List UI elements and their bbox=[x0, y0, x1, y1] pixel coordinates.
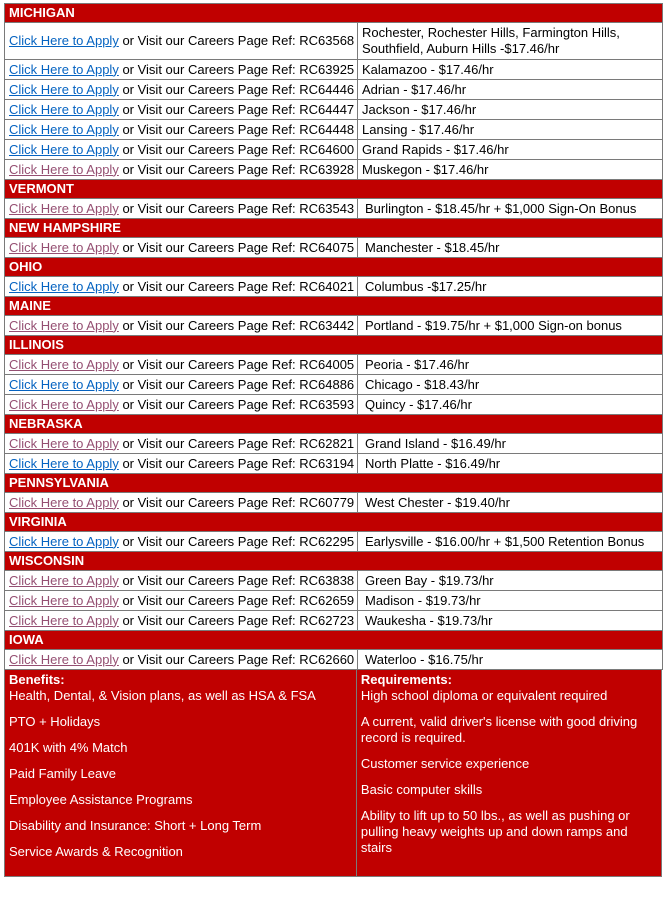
benefit-item: Disability and Insurance: Short + Long Term bbox=[9, 818, 262, 833]
apply-link[interactable]: Click Here to Apply bbox=[9, 161, 119, 177]
location-pay: Grand Island - $16.49/hr bbox=[358, 434, 663, 454]
apply-cell bbox=[5, 493, 358, 513]
apply-link[interactable]: Click Here to Apply bbox=[9, 356, 119, 372]
careers-ref-text: or Visit our Careers Page Ref: RC64600 bbox=[118, 141, 355, 157]
state-header-row bbox=[5, 552, 663, 571]
state-header-row bbox=[5, 297, 663, 316]
state-name: MAINE bbox=[5, 297, 663, 316]
apply-cell bbox=[5, 160, 358, 180]
location-pay: Portland - $19.75/hr + $1,000 Sign-on bonus bbox=[358, 316, 663, 336]
apply-link[interactable]: Click Here to Apply bbox=[9, 278, 119, 294]
apply-link[interactable]: Click Here to Apply bbox=[9, 141, 119, 157]
apply-link[interactable]: Click Here to Apply bbox=[9, 396, 119, 412]
requirement-item: Customer service experience bbox=[360, 756, 530, 771]
job-row bbox=[5, 395, 663, 415]
apply-cell bbox=[5, 395, 358, 415]
location-pay: Adrian - $17.46/hr bbox=[358, 80, 663, 100]
location-pay: Muskegon - $17.46/hr bbox=[358, 160, 663, 180]
requirement-item: High school diploma or equivalent required bbox=[360, 688, 608, 703]
apply-cell bbox=[5, 355, 358, 375]
apply-cell bbox=[5, 454, 358, 474]
state-name: IOWA bbox=[5, 631, 663, 650]
apply-cell bbox=[5, 375, 358, 395]
location-pay: Waterloo - $16.75/hr bbox=[358, 650, 663, 670]
location-pay: Lansing - $17.46/hr bbox=[358, 120, 663, 140]
apply-link[interactable]: Click Here to Apply bbox=[9, 612, 119, 628]
apply-link[interactable]: Click Here to Apply bbox=[9, 200, 119, 216]
careers-ref-text: or Visit our Careers Page Ref: RC64021 bbox=[118, 278, 355, 294]
location-pay: Rochester, Rochester Hills, Farmington Hills, Southfield, Auburn Hills -$17.46/hr bbox=[358, 23, 663, 60]
apply-link[interactable]: Click Here to Apply bbox=[9, 81, 119, 97]
job-row bbox=[5, 238, 663, 258]
apply-cell bbox=[5, 199, 358, 219]
state-name: MICHIGAN bbox=[5, 4, 663, 23]
apply-cell bbox=[5, 60, 358, 80]
job-row bbox=[5, 80, 663, 100]
job-row bbox=[5, 277, 663, 297]
apply-link[interactable]: Click Here to Apply bbox=[9, 435, 119, 451]
requirement-item: Basic computer skills bbox=[360, 782, 483, 797]
careers-ref-text: or Visit our Careers Page Ref: RC60779 bbox=[118, 494, 355, 510]
apply-cell bbox=[5, 277, 358, 297]
location-pay: Jackson - $17.46/hr bbox=[358, 100, 663, 120]
location-pay: Green Bay - $19.73/hr bbox=[358, 571, 663, 591]
benefits-heading: Benefits: bbox=[9, 672, 65, 687]
state-header-row bbox=[5, 474, 663, 493]
apply-cell bbox=[5, 571, 358, 591]
apply-link[interactable]: Click Here to Apply bbox=[9, 494, 119, 510]
state-name: VERMONT bbox=[5, 180, 663, 199]
job-row bbox=[5, 100, 663, 120]
apply-cell bbox=[5, 434, 358, 454]
apply-link[interactable]: Click Here to Apply bbox=[9, 533, 119, 549]
apply-cell bbox=[5, 238, 358, 258]
careers-ref-text: or Visit our Careers Page Ref: RC63925 bbox=[118, 61, 355, 77]
location-pay: Earlysville - $16.00/hr + $1,500 Retention Bonus bbox=[358, 532, 663, 552]
state-name: VIRGINIA bbox=[5, 513, 663, 532]
job-row bbox=[5, 571, 663, 591]
state-header-row bbox=[5, 180, 663, 199]
benefits-section bbox=[5, 670, 357, 876]
requirements-heading: Requirements: bbox=[360, 672, 452, 687]
apply-cell bbox=[5, 611, 358, 631]
apply-link[interactable]: Click Here to Apply bbox=[9, 376, 119, 392]
job-row bbox=[5, 375, 663, 395]
benefit-item: 401K with 4% Match bbox=[9, 740, 128, 755]
requirements-section bbox=[357, 670, 661, 876]
careers-ref-text: or Visit our Careers Page Ref: RC63593 bbox=[118, 396, 355, 412]
state-header-row bbox=[5, 4, 663, 23]
requirement-item: A current, valid driver's license with good driving record is required. bbox=[360, 714, 638, 745]
location-pay: Madison - $19.73/hr bbox=[358, 591, 663, 611]
job-row bbox=[5, 199, 663, 219]
apply-link[interactable]: Click Here to Apply bbox=[9, 61, 119, 77]
location-pay: Peoria - $17.46/hr bbox=[358, 355, 663, 375]
careers-ref-text: or Visit our Careers Page Ref: RC64447 bbox=[118, 101, 355, 117]
location-pay: Kalamazoo - $17.46/hr bbox=[358, 60, 663, 80]
benefits-list bbox=[9, 688, 352, 860]
location-pay: North Platte - $16.49/hr bbox=[358, 454, 663, 474]
state-name: NEW HAMPSHIRE bbox=[5, 219, 663, 238]
state-name: NEBRASKA bbox=[5, 415, 663, 434]
apply-link[interactable]: Click Here to Apply bbox=[9, 317, 119, 333]
job-row bbox=[5, 120, 663, 140]
benefit-item: PTO + Holidays bbox=[9, 714, 101, 729]
apply-cell bbox=[5, 591, 358, 611]
job-row bbox=[5, 650, 663, 670]
careers-ref-text: or Visit our Careers Page Ref: RC62295 bbox=[118, 533, 355, 549]
careers-ref-text: or Visit our Careers Page Ref: RC63838 bbox=[118, 572, 355, 588]
requirement-item: Ability to lift up to 50 lbs., as well as pushing or pulling heavy weights up and down ramps and stairs bbox=[360, 808, 630, 855]
location-pay: Waukesha - $19.73/hr bbox=[358, 611, 663, 631]
apply-link[interactable]: Click Here to Apply bbox=[9, 455, 119, 471]
job-row bbox=[5, 611, 663, 631]
benefit-item: Employee Assistance Programs bbox=[9, 792, 193, 807]
benefit-item: Paid Family Leave bbox=[9, 766, 116, 781]
job-row bbox=[5, 434, 663, 454]
state-name: OHIO bbox=[5, 258, 663, 277]
apply-cell bbox=[5, 80, 358, 100]
job-row bbox=[5, 316, 663, 336]
careers-ref-text: or Visit our Careers Page Ref: RC64448 bbox=[118, 121, 355, 137]
apply-link[interactable]: Click Here to Apply bbox=[9, 101, 119, 117]
job-table bbox=[4, 3, 663, 670]
careers-ref-text: or Visit our Careers Page Ref: RC64886 bbox=[118, 376, 355, 392]
location-pay: Chicago - $18.43/hr bbox=[358, 375, 663, 395]
careers-ref-text: or Visit our Careers Page Ref: RC63194 bbox=[118, 455, 355, 471]
apply-link[interactable]: Click Here to Apply bbox=[9, 651, 119, 667]
apply-cell bbox=[5, 23, 358, 60]
benefit-item: Service Awards & Recognition bbox=[9, 844, 183, 859]
job-row bbox=[5, 532, 663, 552]
location-pay: West Chester - $19.40/hr bbox=[358, 493, 663, 513]
location-pay: Columbus -$17.25/hr bbox=[358, 277, 663, 297]
apply-link[interactable]: Click Here to Apply bbox=[9, 592, 119, 608]
state-header-row bbox=[5, 336, 663, 355]
apply-link[interactable]: Click Here to Apply bbox=[9, 33, 119, 48]
apply-cell bbox=[5, 120, 358, 140]
careers-ref-text: or Visit our Careers Page Ref: RC62821 bbox=[118, 435, 355, 451]
location-pay: Grand Rapids - $17.46/hr bbox=[358, 140, 663, 160]
careers-ref-text: or Visit our Careers Page Ref: RC63568 bbox=[118, 33, 355, 48]
job-row bbox=[5, 23, 663, 60]
careers-ref-text: or Visit our Careers Page Ref: RC62660 bbox=[118, 651, 355, 667]
careers-ref-text: or Visit our Careers Page Ref: RC63928 bbox=[118, 161, 355, 177]
state-header-row bbox=[5, 219, 663, 238]
requirements-list bbox=[361, 688, 657, 856]
careers-ref-text: or Visit our Careers Page Ref: RC62659 bbox=[118, 592, 355, 608]
footer-panel bbox=[4, 670, 662, 877]
job-row bbox=[5, 355, 663, 375]
state-header-row bbox=[5, 415, 663, 434]
careers-ref-text: or Visit our Careers Page Ref: RC62723 bbox=[118, 612, 355, 628]
apply-cell bbox=[5, 650, 358, 670]
job-listings bbox=[4, 3, 662, 877]
location-pay: Burlington - $18.45/hr + $1,000 Sign-On Bonus bbox=[358, 199, 663, 219]
state-header-row bbox=[5, 258, 663, 277]
apply-cell bbox=[5, 140, 358, 160]
careers-ref-text: or Visit our Careers Page Ref: RC64075 bbox=[118, 239, 355, 255]
apply-link[interactable]: Click Here to Apply bbox=[9, 239, 119, 255]
careers-ref-text: or Visit our Careers Page Ref: RC63543 bbox=[118, 200, 355, 216]
apply-cell bbox=[5, 532, 358, 552]
job-row bbox=[5, 493, 663, 513]
state-name: ILLINOIS bbox=[5, 336, 663, 355]
careers-ref-text: or Visit our Careers Page Ref: RC64446 bbox=[118, 81, 355, 97]
job-row bbox=[5, 60, 663, 80]
apply-cell bbox=[5, 316, 358, 336]
apply-cell bbox=[5, 100, 358, 120]
location-pay: Quincy - $17.46/hr bbox=[358, 395, 663, 415]
state-name: PENNSYLVANIA bbox=[5, 474, 663, 493]
apply-link[interactable]: Click Here to Apply bbox=[9, 121, 119, 137]
benefit-item: Health, Dental, & Vision plans, as well as HSA & FSA bbox=[9, 688, 316, 703]
job-row bbox=[5, 140, 663, 160]
careers-ref-text: or Visit our Careers Page Ref: RC64005 bbox=[118, 356, 355, 372]
job-row bbox=[5, 454, 663, 474]
location-pay: Manchester - $18.45/hr bbox=[358, 238, 663, 258]
careers-ref-text: or Visit our Careers Page Ref: RC63442 bbox=[118, 317, 355, 333]
job-row bbox=[5, 591, 663, 611]
apply-link[interactable]: Click Here to Apply bbox=[9, 572, 119, 588]
state-header-row bbox=[5, 631, 663, 650]
job-row bbox=[5, 160, 663, 180]
state-name: WISCONSIN bbox=[5, 552, 663, 571]
state-header-row bbox=[5, 513, 663, 532]
